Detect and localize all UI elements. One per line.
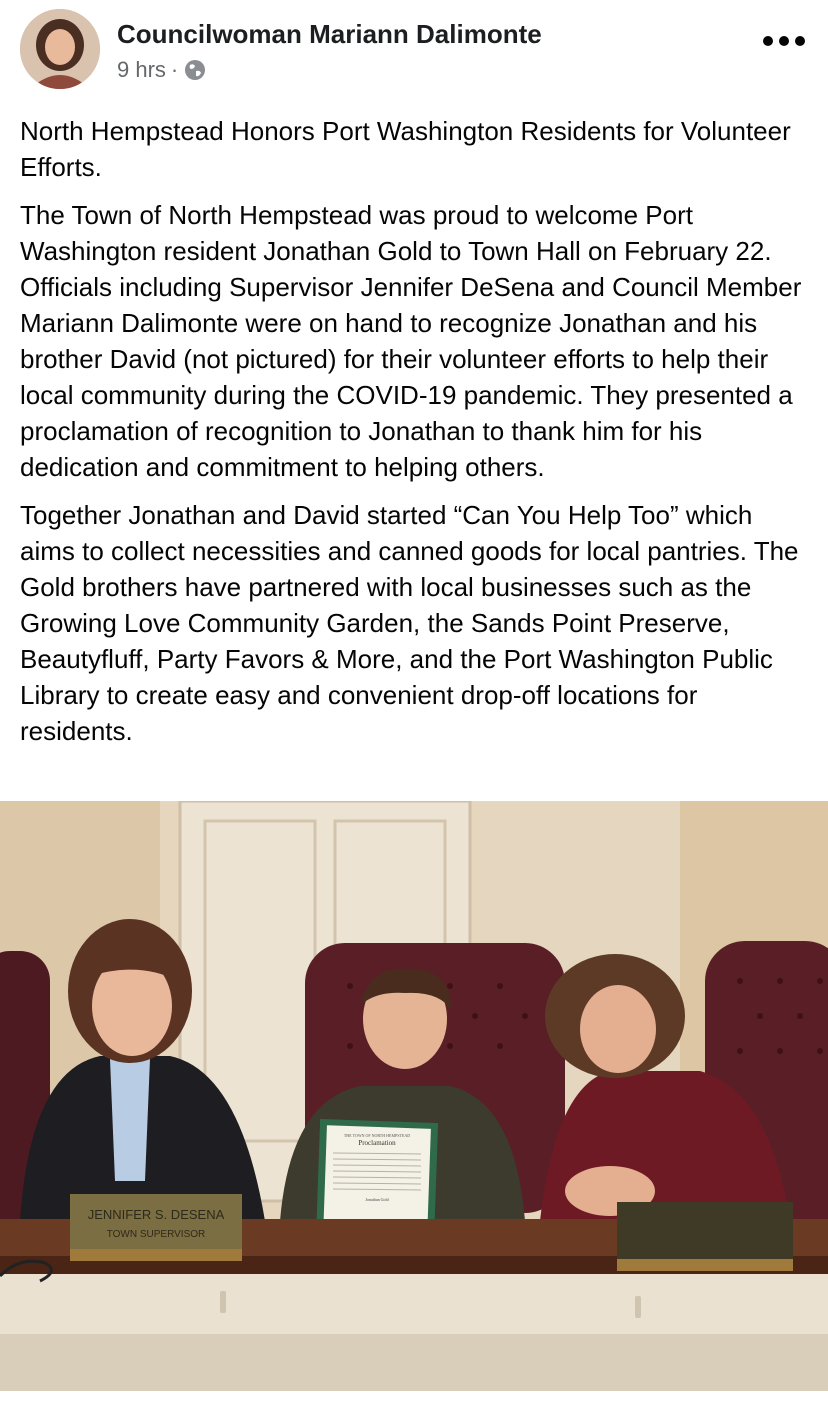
post-title: North Hempstead Honors Port Washington Residents for Volunteer Efforts.: [20, 116, 791, 182]
document-header: THE TOWN OF NORTH HEMPSTEAD: [343, 1133, 411, 1138]
document-name: Jonathan Gold: [365, 1197, 389, 1202]
nameplate-left: [70, 1194, 242, 1261]
nameplate-title: TOWN SUPERVISOR: [106, 1229, 206, 1240]
post-photo[interactable]: [0, 801, 828, 1391]
nameplate-right: [617, 1202, 793, 1271]
globe-icon: [184, 59, 206, 81]
avatar[interactable]: [20, 9, 100, 89]
nameplate-name: JENNIFER S. DESENA: [87, 1207, 225, 1222]
post-time[interactable]: 9 hrs: [117, 57, 166, 82]
post-header: [0, 0, 828, 100]
author-name[interactable]: Councilwoman Mariann Dalimonte: [117, 19, 542, 49]
post-paragraph: Together Jonathan and David started “Can You Help Too” which aims to collect necessities and canned goods for local pantries. The Gold brothers have partnered with local businesses such as the Growing Love Community Garden, the Sands Point Preserve, Beautyfluff, Party Favors & More, and the Port Washington Public Library to create easy and convenient drop-off locations for residents.: [20, 500, 799, 746]
meta-separator: ·: [170, 57, 179, 82]
post-text: [20, 113, 810, 761]
more-options-icon[interactable]: [763, 36, 805, 50]
document-title: Proclamation: [358, 1139, 396, 1147]
post-meta: [117, 57, 206, 83]
post-paragraph: The Town of North Hempstead was proud to welcome Port Washington resident Jonathan Gold to Town Hall on February 22. Officials including Supervisor Jennifer DeSena and Council Member Mariann Dalimonte were on hand to recognize Jonathan and his brother David (not pictured) for their volunteer efforts to help their local community during the COVID-19 pandemic. They presented a proclamation of recognition to Jonathan to thank him for his dedication and commitment to helping others.: [20, 200, 802, 482]
